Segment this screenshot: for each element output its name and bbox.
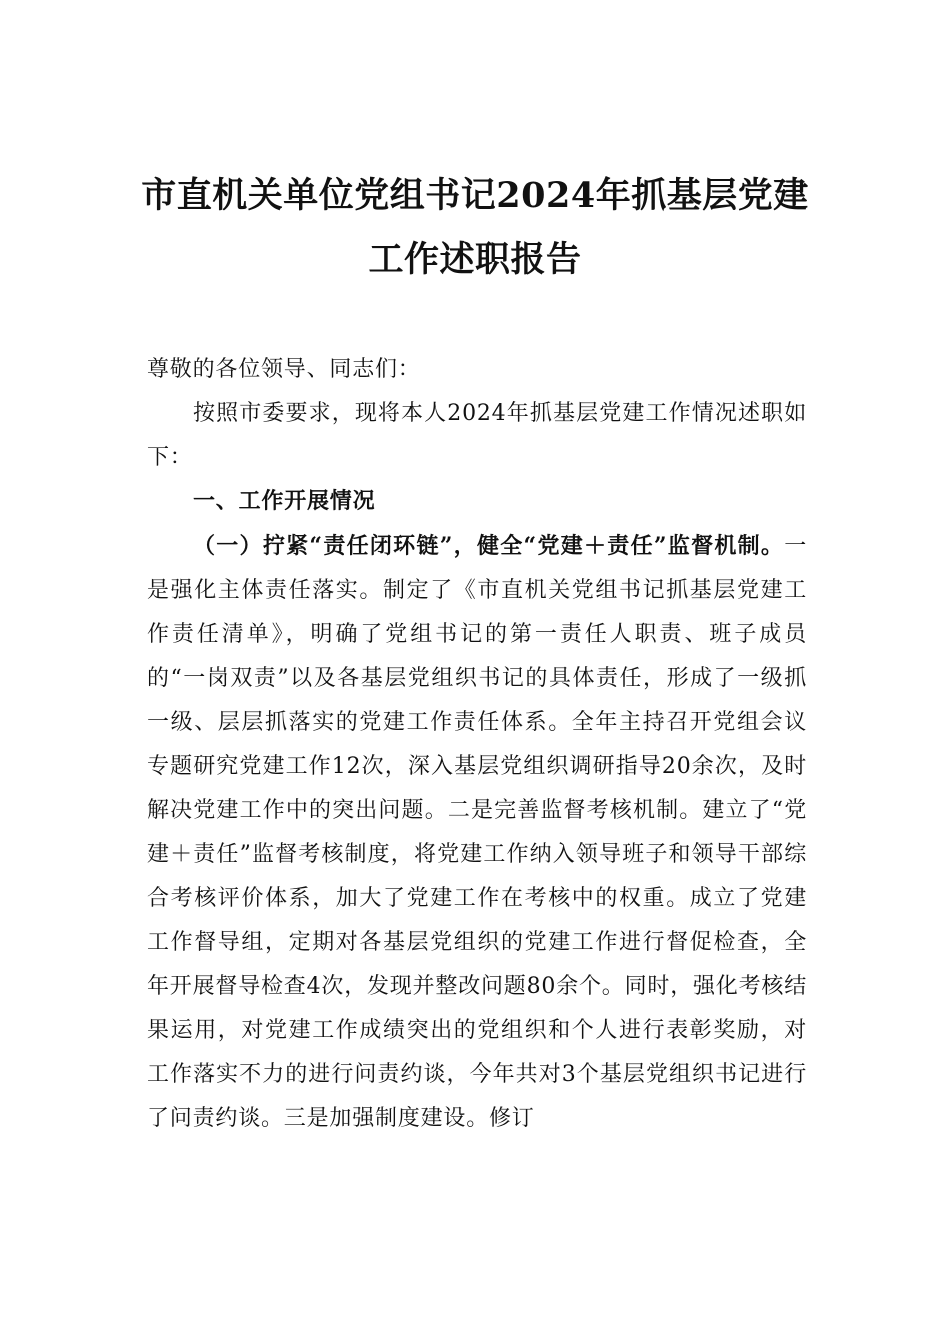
subsection-title: （一）拧紧“责任闭环链”，健全“党建＋责任”监督机制。 [193, 533, 785, 559]
document-body [147, 348, 807, 1141]
body-paragraph [147, 524, 807, 1141]
intro-paragraph: 按照市委要求，现将本人2024年抓基层党建工作情况述职如下： [147, 401, 807, 470]
document-title-line2: 工作述职报告 [368, 239, 582, 280]
document-title-line1: 市直机关单位党组书记2024年抓基层党建 [141, 175, 809, 216]
section-heading: 一、工作开展情况 [193, 489, 376, 514]
subsection-body: 一是强化主体责任落实。制定了《市直机关党组书记抓基层党建工作责任清单》，明确了党组书记的第一责任人职责、班子成员的“一岗双责”以及各基层党组织书记的具体责任，形成了一级抓一级、层层抓落实的党建工作责任体系。全年主持召开党组会议专题研究党建工作12次，深入基层党组织调研指导20余次，及时解决党建工作中的突出问题。二是完善监督考核机制。建立了“党建＋责任”监督考核制度，将党建工作纳入领导班子和领导干部综合考核评价体系，加大了党建工作在考核中的权重。成立了党建工作督导组，定期对各基层党组织的党建工作进行督促检查，全年开展督导检查4次，发现并整改问题80余个。同时，强化考核结果运用，对党建工作成绩突出的党组织和个人进行表彰奖励，对工作落实不力的进行问责约谈，今年共对3个基层党组织书记进行了问责约谈。三是加强制度建设。修订 [147, 534, 807, 1131]
salutation: 尊敬的各位领导、同志们： [147, 357, 421, 382]
